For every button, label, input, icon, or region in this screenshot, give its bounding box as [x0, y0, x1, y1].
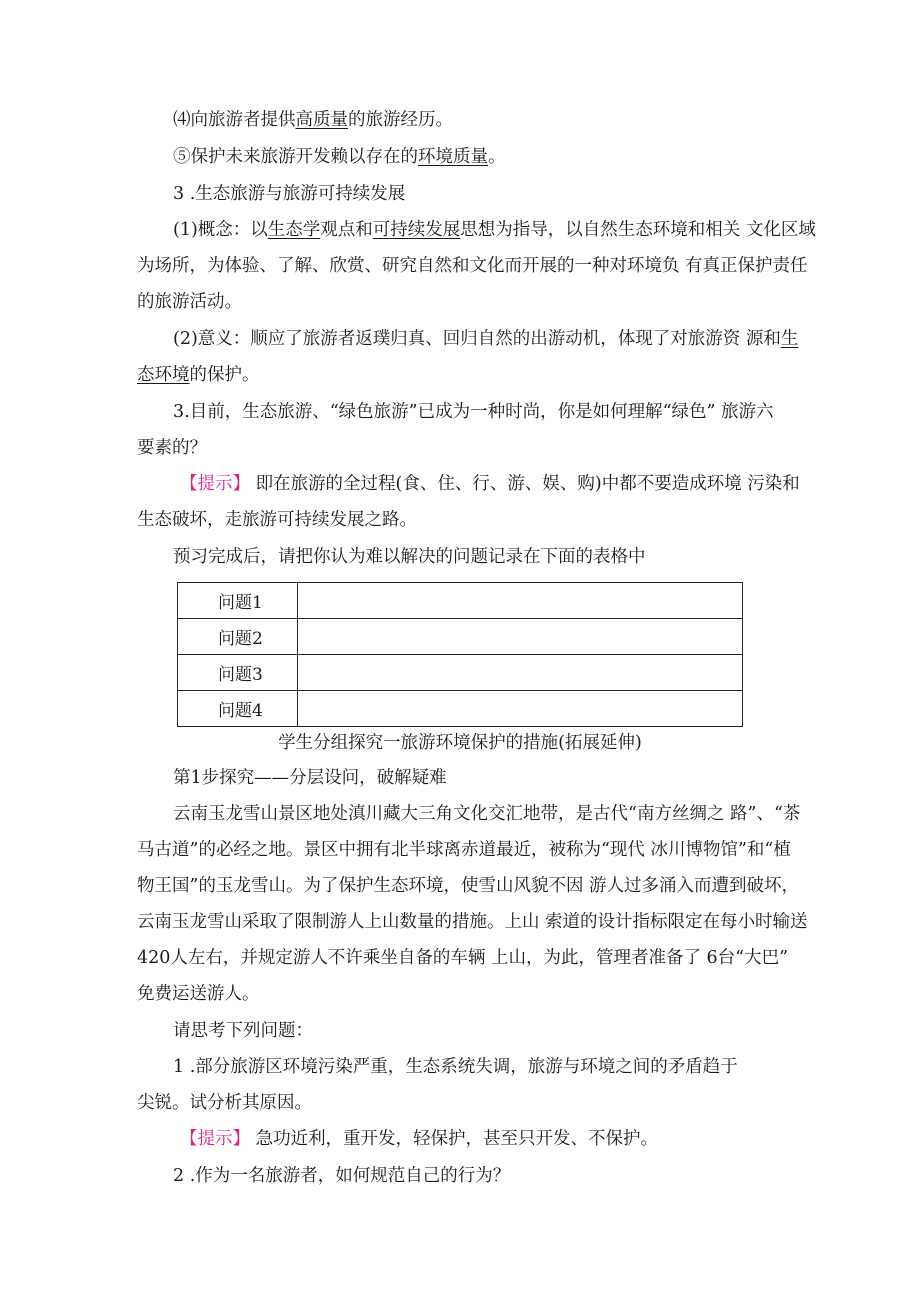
text-line: [137, 358, 260, 393]
text: 的旅游经历。: [348, 110, 453, 130]
text: 。: [488, 147, 506, 167]
hint-label: 【提示】: [180, 1129, 250, 1149]
table-row: [178, 691, 743, 727]
text-line: 的旅游活动。: [137, 292, 242, 312]
question: 3.目前，生态旅游、“绿色旅游”已成为一种时尚，你是如何理解“绿色” 旅游六: [173, 402, 774, 422]
text-line: 生态破坏，走旅游可持续发展之路。: [137, 510, 417, 530]
question-table: [177, 582, 743, 727]
text: 思想为指导，以自然生态环境和相关 文化区域: [460, 220, 816, 240]
hint-line: [180, 467, 800, 502]
text: 的保护。: [189, 365, 260, 385]
table-cell-answer[interactable]: [298, 583, 743, 619]
section-title: 学生分组探究一旅游环境保护的措施(拓展延伸): [278, 733, 642, 753]
paragraph-line: 云南玉龙雪山采取了限制游人上山数量的措施。上山 索道的设计指标限定在每小时输送: [137, 912, 808, 932]
question: 1 .部分旅游区环境污染严重，生态系统失调，旅游与环境之间的矛盾趋于: [173, 1057, 738, 1077]
table-row: [178, 583, 743, 619]
text: (2)意义：顺应了旅游者返璞归真、回归自然的出游动机，体现了对旅游资 源和: [173, 329, 781, 349]
table-row: [178, 619, 743, 655]
underlined-term: 生: [780, 329, 799, 349]
text-line: 预习完成后，请把你认为难以解决的问题记录在下面的表格中: [173, 547, 646, 567]
hint-label: 【提示】: [180, 474, 250, 494]
table-cell-answer[interactable]: [298, 691, 743, 727]
hint-line: [180, 1122, 658, 1157]
text: ⑷向旅游者提供: [173, 110, 296, 130]
text-line: [173, 322, 798, 357]
text-line: [173, 103, 453, 138]
underlined-term: 环境质量: [418, 147, 488, 167]
underlined-term: 态环境: [137, 365, 190, 385]
table-cell-label: 问题2: [178, 619, 298, 655]
paragraph-line: 云南玉龙雪山景区地处滇川藏大三角文化交汇地带，是古代“南方丝绸之 路”、“茶: [173, 804, 801, 824]
question: 尖锐。试分析其原因。: [137, 1093, 312, 1113]
paragraph-line: 420人左右，并规定游人不许乘坐自备的车辆 上山，为此，管理者准备了 6台“大巴”: [137, 948, 789, 968]
paragraph-line: 马古道”的必经之地。景区中拥有北半球离赤道最近，被称为“现代 冰川博物馆”和“植: [137, 840, 791, 860]
underlined-term: 高质量: [295, 110, 348, 130]
text: 观点和: [320, 220, 373, 240]
text-line: 为场所，为体验、了解、欣赏、研究自然和文化而开展的一种对环境负 有真正保护责任: [137, 256, 808, 276]
underlined-term: 可持续发展: [372, 220, 461, 240]
text: (1)概念：以: [173, 220, 268, 240]
text: 即在旅游的全过程(食、住、行、游、娱、购)中都不要造成环境 污染和: [250, 474, 800, 494]
table-cell-answer[interactable]: [298, 655, 743, 691]
paragraph-line: 免费运送游人。: [137, 984, 260, 1004]
question: 2 .作为一名旅游者，如何规范自己的行为？: [173, 1166, 511, 1186]
text: 急功近利，重开发，轻保护，甚至只开发、不保护。: [250, 1129, 659, 1149]
table-cell-answer[interactable]: [298, 619, 743, 655]
table-row: [178, 655, 743, 691]
text-line: [173, 213, 816, 248]
question: 要素的？: [137, 438, 207, 458]
underlined-term: 生态学: [267, 220, 321, 240]
section-heading: 3 .生态旅游与旅游可持续发展: [173, 184, 406, 204]
paragraph-line: 物王国”的玉龙雪山。为了保护生态环境，使雪山风貌不因 游人过多涌入而遭到破坏，: [137, 876, 800, 896]
text-line: [173, 140, 506, 175]
table-cell-label: 问题3: [178, 655, 298, 691]
text: ⑤保护未来旅游开发赖以存在的: [173, 147, 418, 167]
step-heading: 第1步探究——分层设问，破解疑难: [173, 768, 447, 788]
table-cell-label: 问题4: [178, 691, 298, 727]
text-line: 请思考下列问题：: [173, 1021, 313, 1041]
table-cell-label: 问题1: [178, 583, 298, 619]
